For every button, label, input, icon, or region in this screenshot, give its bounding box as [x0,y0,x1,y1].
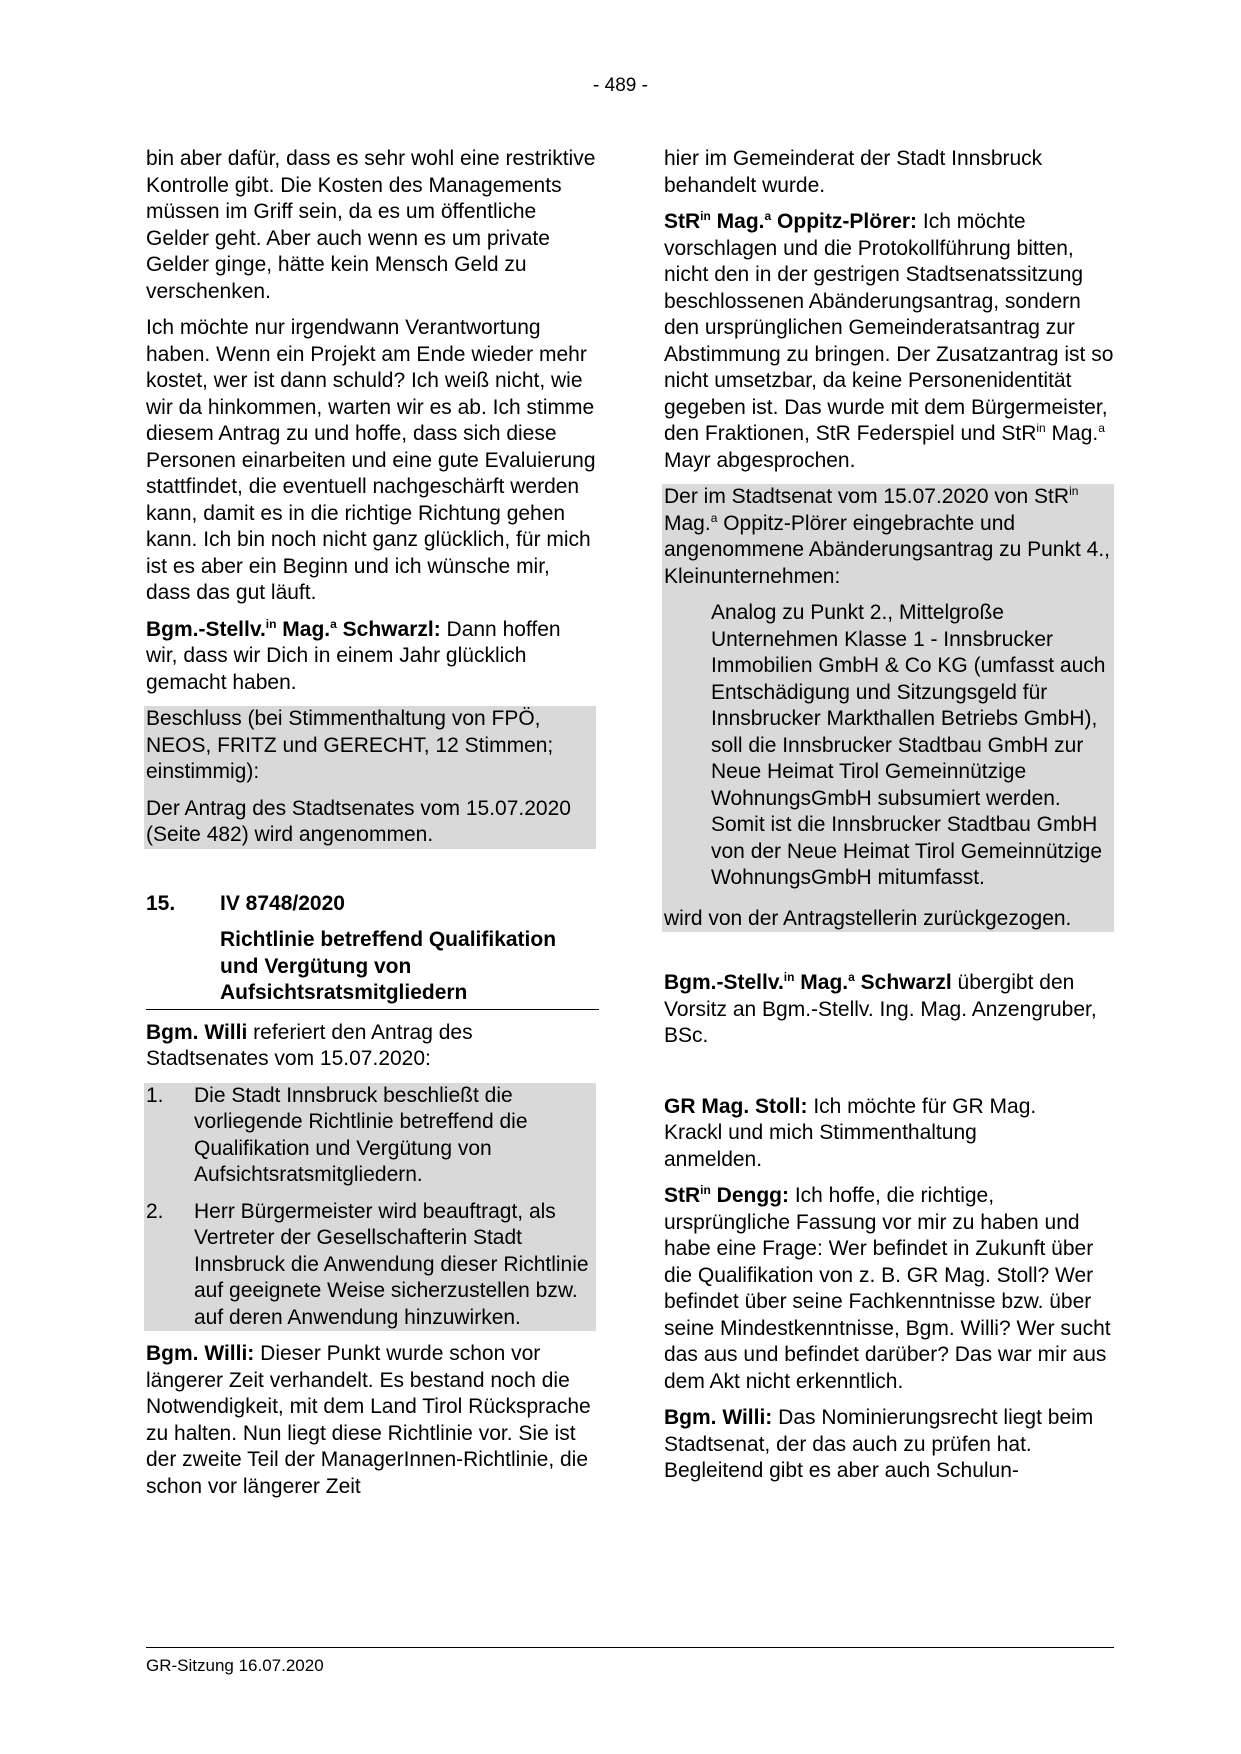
agenda-item-title: Richtlinie betreffend Qualifikation und Vergütung von Aufsichtsratsmitgliedern [146,927,599,1010]
paragraph: Ich möchte nur irgendwann Verantwortung haben. Wenn ein Projekt am Ende wieder mehr kostet, wer ist dann schuld? Ich weiß nicht, wie wir da hinkommen, warten wir es ab. Ich stimme diesem Antrag zu und hoffe, dass sich diese Personen einarbeiten und eine gute Evaluierung stattfindet, die eventuell nachgeschärft werden kann, damit es in die richtige Richtung gehen kann. Ich bin noch nicht ganz glücklich, für mich ist es aber ein Beginn und ich wünsche mir, dass das gut läuft. [146,316,596,604]
speech-schwarzl: Bgm.-Stellv.$^{in}$ Mag.$^a$ Schwarzl: Dann hoffen wir, dass wir Dich in einem Jahr glücklich gemacht haben. [146,616,561,694]
list-text: Die Stadt Innsbruck beschließt die vorliegende Richtlinie betreffend die Qualifikation und Vergütung von Aufsichtsratsmitgliedern. [194,1083,528,1186]
speech-willi-intro: Bgm. Willi referiert den Antrag des Stadtsenates vom 15.07.2020: [146,1020,473,1070]
agenda-item-heading [146,891,596,918]
speaker-name: Bgm. Willi [146,1020,248,1044]
page-number: - 489 - [593,75,648,96]
resolution-result: Der Antrag des Stadtsenates vom 15.07.2020 (Seite 482) wird angenommen. [146,796,571,846]
left-column [146,146,596,1510]
motion-list-box [144,1083,596,1332]
speaker-name: StR$^{in}$ Dengg: [664,1183,789,1207]
list-item [146,1199,594,1332]
footer: GR-Sitzung 16.07.2020 [146,1656,324,1675]
resolution-box [144,706,596,849]
speaker-name: GR Mag. Stoll: [664,1094,808,1118]
paragraph: bin aber dafür, dass es sehr wohl eine restriktive Kontrolle gibt. Die Kosten des Managements müssen im Griff sein, da es um öffentliche Gelder geht. Aber auch wenn es um private Gelder ginge, hätte kein Mensch Geld zu verschenken. [146,147,596,303]
speech-willi-answer: Bgm. Willi: Das Nominierungsrecht liegt beim Stadtsenat, der das auch zu prüfen hat. Begleitend gibt es aber auch Schulun- [664,1406,1094,1482]
amendment-quote: Analog zu Punkt 2., Mittelgroße Unternehmen Klasse 1 - Innsbrucker Immobilien GmbH & Co KG (umfasst auch Entschädigung und Sitzungsgeld für Innsbrucker Markthallen Betriebs GmbH), soll die Innsbrucker Stadtbau GmbH zur Neue Heimat Tirol Gemeinnützige WohnungsGmbH subsumiert werden. Somit ist die Innsbrucker Stadtbau GmbH von der Neue Heimat Tirol Gemeinnützige WohnungsGmbH mitumfasst. [711,601,1106,889]
list-item [146,1083,594,1189]
list-text: Herr Bürgermeister wird beauftragt, als Vertreter der Gesellschafterin Stadt Innsbruck die Anwendung dieser Richtlinie auf geeignete Weise sicherzustellen bzw. auf deren Anwendung hinzuwirken. [194,1199,589,1329]
amendment-intro: Der im Stadtsenat vom 15.07.2020 von StR$^{in}$ Mag.$^a$ Oppitz-Plörer eingebrachte und angenommene Abänderungsantrag zu Punkt 4., Kleinunternehmen: [664,484,1110,588]
speech-dengg: StR$^{in}$ Dengg: Ich hoffe, die richtige, ursprüngliche Fassung vor mir zu haben und habe eine Frage: Wer befindet in Zukunft über die Qualifikation von z. B. GR Mag. Stoll? Wer befindet über seine Fachkenntnisse bzw. über seine Mindestkenntnisse, Bgm. Willi? Wer sucht das aus und befindet darüber? Das war mir aus dem Akt nicht erkenntlich. [664,1183,1111,1393]
speech-schwarzl-handover: Bgm.-Stellv.$^{in}$ Mag.$^a$ Schwarzl übergibt den Vorsitz an Bgm.-Stellv. Ing. Mag. Anzengruber, BSc. [664,970,1097,1047]
agenda-item-number: 15. [146,891,176,915]
amendment-withdrawn: wird von der Antragstellerin zurückgezogen. [664,906,1072,930]
speech-oppitz-ploerer: StR$^{in}$ Mag.$^a$ Oppitz-Plörer: Ich möchte vorschlagen und die Protokollführung bitten, nicht den in der gestrigen Stadtsenatssitzung beschlossenen Abänderungsantrag, sondern den ursprünglichen Gemeinderatsantrag zur Abstimmung zu bringen. Der Zusatzantrag ist so nicht umsetzbar, da keine Personenidentität gegeben ist. Das wurde mit dem Bürgermeister, den Fraktionen, StR Federspiel und StR$^{in}$ Mag.$^a$ Mayr abgesprochen. [664,209,1114,472]
speaker-name: Bgm. Willi: [664,1406,773,1429]
right-column [664,146,1114,1495]
amendment-box [662,484,1114,932]
speaker-name: StR$^{in}$ Mag.$^a$ Oppitz-Plörer: [664,209,918,233]
resolution-vote: Beschluss (bei Stimmenthaltung von FPÖ, NEOS, FRITZ und GERECHT, 12 Stimmen; einstimmig): [146,707,554,783]
speaker-name: Bgm.-Stellv.$^{in}$ Mag.$^a$ Schwarzl [664,970,952,994]
footer-rule [146,1647,1114,1648]
paragraph: hier im Gemeinderat der Stadt Innsbruck behandelt wurde. [664,147,1043,197]
speech-willi: Bgm. Willi: Dieser Punkt wurde schon vor längerer Zeit verhandelt. Es bestand noch die Notwendigkeit, mit dem Land Tirol Rücksprache zu halten. Nun liegt diese Richtlinie vor. Sie ist der zweite Teil der ManagerInnen-Richtlinie, die schon vor längerer Zeit [146,1342,591,1498]
speaker-name: Bgm. Willi: [146,1342,255,1365]
speech-stoll: GR Mag. Stoll: Ich möchte für GR Mag. Krackl und mich Stimmenthaltung anmelden. [664,1094,1037,1171]
list-number: 1. [146,1083,164,1107]
agenda-item-code: IV 8748/2020 [220,891,345,915]
speaker-name: Bgm.-Stellv.$^{in}$ Mag.$^a$ Schwarzl: [146,616,441,641]
list-number: 2. [146,1199,164,1223]
